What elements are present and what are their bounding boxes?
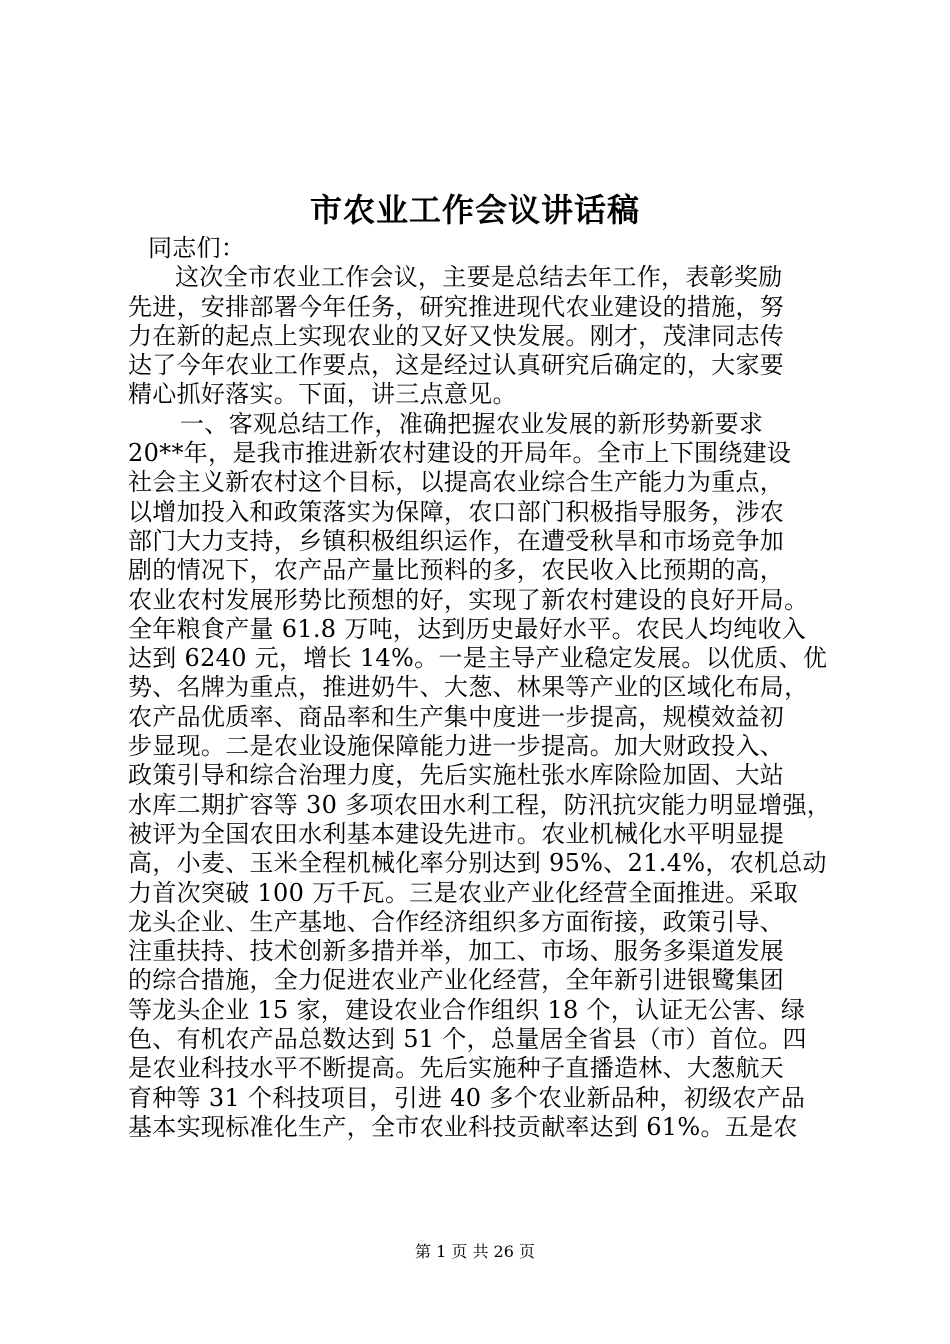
- text-line: 育种等 31 个科技项目，引进 40 多个农业新品种，初级农产品: [128, 1083, 806, 1112]
- text-line: 部门大力支持，乡镇积极组织运作，在遭受秋旱和市场竞争加: [128, 526, 785, 555]
- text-line: 注重扶持、技术创新多措并举，加工、市场、服务多渠道发展: [128, 937, 785, 966]
- text-line: 水库二期扩容等 30 多项农田水利工程，防汛抗灾能力明显增强，: [128, 790, 832, 819]
- text-line: 农业农村发展形势比预想的好，实现了新农村建设的良好开局。: [128, 585, 809, 614]
- page-number-footer: 第 1 页 共 26 页: [415, 1242, 535, 1261]
- text-line: 先进，安排部署今年任务，研究推进现代农业建设的措施，努: [128, 292, 785, 321]
- text-line: 是农业科技水平不断提高。先后实施种子直播造林、大葱航天: [128, 1054, 785, 1083]
- text-line: 20**年，是我市推进新农村建设的开局年。全市上下围绕建设: [128, 439, 792, 468]
- text-line: 被评为全国农田水利基本建设先进市。农业机械化水平明显提: [128, 819, 785, 848]
- text-line: 以增加投入和政策落实为保障，农口部门积极指导服务，涉农: [128, 497, 785, 526]
- text-line: 达了今年农业工作要点，这是经过认真研究后确定的，大家要: [128, 351, 785, 380]
- text-line: 社会主义新农村这个目标，以提高农业综合生产能力为重点，: [128, 468, 785, 497]
- text-line: 色、有机农产品总数达到 51 个，总量居全省县（市）首位。四: [128, 1025, 807, 1054]
- salutation-line: 同志们：: [148, 234, 246, 262]
- text-line: 精心抓好落实。下面，讲三点意见。: [128, 380, 517, 409]
- text-line: 势、名牌为重点，推进奶牛、大葱、林果等产业的区域化布局，: [128, 673, 809, 702]
- text-line: 政策引导和综合治理力度，先后实施杜张水库除险加固、大站: [128, 761, 785, 790]
- text-line: 剧的情况下，农产品产量比预料的多，农民收入比预期的高，: [128, 556, 785, 585]
- text-line: 步显现。二是农业设施保障能力进一步提高。加大财政投入、: [128, 732, 785, 761]
- text-line: 等龙头企业 15 家，建设农业合作组织 18 个，认证无公害、绿: [128, 995, 806, 1024]
- text-line: 达到 6240 元，增长 14%。一是主导产业稳定发展。以优质、优: [128, 644, 828, 673]
- text-line: 全年粮食产量 61.8 万吨，达到历史最好水平。农民人均纯收入: [128, 614, 806, 643]
- text-line: 高，小麦、玉米全程机械化率分别达到 95%、21.4%，农机总动: [128, 849, 827, 878]
- document-body: [128, 234, 832, 1142]
- text-line: 基本实现标准化生产，全市农业科技贡献率达到 61%。五是农: [128, 1112, 798, 1141]
- text-line: 龙头企业、生产基地、合作经济组织多方面衔接，政策引导、: [128, 907, 785, 936]
- text-line: 农产品优质率、商品率和生产集中度进一步提高，规模效益初: [128, 702, 785, 731]
- text-line: 力首次突破 100 万千瓦。三是农业产业化经营全面推进。采取: [128, 878, 799, 907]
- text-line: 这次全市农业工作会议，主要是总结去年工作，表彰奖励: [175, 263, 783, 292]
- document-title: 市农业工作会议讲话稿: [309, 191, 640, 229]
- section-heading-line: 一、客观总结工作，准确把握农业发展的新形势新要求: [180, 409, 764, 438]
- text-line: 的综合措施，全力促进农业产业化经营，全年新引进银鹭集团: [128, 966, 785, 995]
- text-line: 力在新的起点上实现农业的又好又快发展。刚才，茂津同志传: [128, 321, 785, 350]
